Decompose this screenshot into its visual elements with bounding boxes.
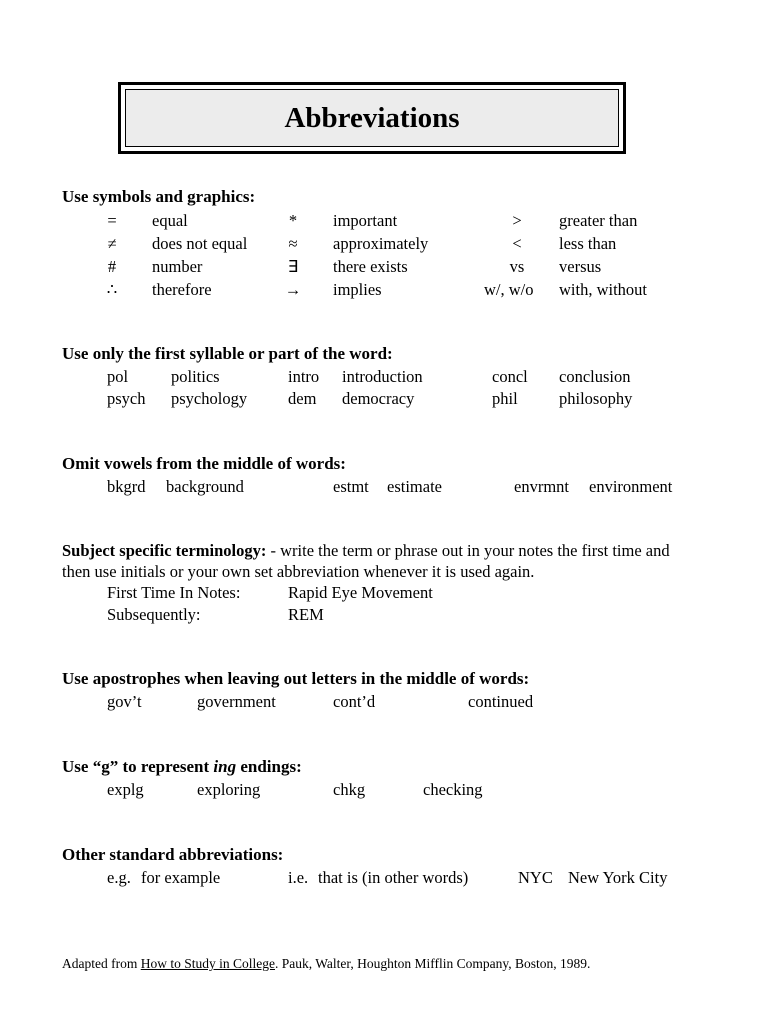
symbol-meaning: equal <box>152 211 188 230</box>
source-citation <box>62 956 590 972</box>
symbol-versus: vs <box>509 257 525 276</box>
abbreviation: e.g. <box>107 868 131 887</box>
terminology-description: - write the term or phrase out in your notes the first time and then use initials or your own set abbreviation whenever it is used again. <box>62 541 670 581</box>
full-word: conclusion <box>559 367 631 386</box>
syllable-heading: Use only the first syllable or part of the word: <box>62 344 393 363</box>
full-word: New York City <box>568 868 668 887</box>
full-word: philosophy <box>559 389 633 408</box>
full-word: environment <box>589 477 673 496</box>
symbol-meaning: number <box>152 257 203 276</box>
symbol-meaning: therefore <box>152 280 212 299</box>
full-word: government <box>197 692 276 711</box>
abbreviation: cont’d <box>333 692 376 711</box>
abbreviation: intro <box>288 367 320 386</box>
full-word: that is (in other words) <box>318 868 469 887</box>
terminology-paragraph <box>62 540 702 582</box>
ing-heading-em: ing <box>213 757 237 776</box>
citation-pre: Adapted from <box>62 956 141 971</box>
apostrophes-heading: Use apostrophes when leaving out letters in the middle of words: <box>62 669 530 688</box>
full-word: for example <box>141 868 221 887</box>
abbreviation: i.e. <box>288 868 309 887</box>
terminology-heading: Subject specific terminology: <box>62 541 267 560</box>
abbreviation: estmt <box>333 477 369 496</box>
title-box <box>118 82 626 154</box>
first-time-value: Rapid Eye Movement <box>288 583 433 602</box>
vowels-heading: Omit vowels from the middle of words: <box>62 454 346 473</box>
symbol-meaning: greater than <box>559 211 638 230</box>
full-word: continued <box>468 692 534 711</box>
abbreviation: bkgrd <box>107 477 146 496</box>
symbol-meaning: implies <box>333 280 382 299</box>
subsequently-value: REM <box>288 605 324 624</box>
full-word: background <box>166 477 244 496</box>
symbol-less: < <box>512 234 522 253</box>
full-word: psychology <box>171 389 248 408</box>
abbreviation: pol <box>107 367 129 386</box>
symbol-number: # <box>107 257 117 276</box>
page-title: Abbreviations <box>284 101 460 134</box>
full-word: politics <box>171 367 220 386</box>
symbol-asterisk: * <box>288 211 298 230</box>
citation-details: . Pauk, Walter, Houghton Mifflin Company, Boston, 1989. <box>274 956 591 971</box>
symbol-meaning: less than <box>559 234 617 253</box>
full-word: exploring <box>197 780 261 799</box>
symbol-meaning: with, without <box>559 280 648 299</box>
abbreviation: gov’t <box>107 692 142 711</box>
symbol-equal: = <box>107 211 117 230</box>
symbol-meaning: important <box>333 211 398 230</box>
ing-heading <box>62 757 302 777</box>
subsequently-label: Subsequently: <box>107 605 201 624</box>
full-word: estimate <box>387 477 442 496</box>
symbols-heading: Use symbols and graphics: <box>62 187 256 206</box>
symbol-exists: ∃ <box>287 257 299 276</box>
symbol-approx: ≈ <box>288 234 298 253</box>
other-heading: Other standard abbreviations: <box>62 845 284 864</box>
abbreviation: psych <box>107 389 146 408</box>
citation-book-title: How to Study in College <box>140 956 275 971</box>
abbreviation: dem <box>288 389 317 408</box>
symbol-meaning: versus <box>559 257 602 276</box>
title-inner <box>125 89 619 147</box>
ing-heading-post: endings: <box>236 757 302 776</box>
full-word: democracy <box>342 389 415 408</box>
symbol-greater: > <box>512 211 522 230</box>
first-time-label: First Time In Notes: <box>107 583 241 602</box>
abbreviation: phil <box>492 389 518 408</box>
symbol-implies: → <box>284 280 302 299</box>
abbreviation: chkg <box>333 780 366 799</box>
symbol-with-without: w/, w/o <box>484 280 534 299</box>
full-word: checking <box>423 780 483 799</box>
symbol-therefore: ∴ <box>106 280 118 299</box>
symbol-meaning: there exists <box>333 257 408 276</box>
symbol-meaning: does not equal <box>152 234 248 253</box>
abbreviation: explg <box>107 780 144 799</box>
symbol-not-equal: ≠ <box>107 234 117 253</box>
full-word: introduction <box>342 367 423 386</box>
abbreviation: concl <box>492 367 528 386</box>
symbol-meaning: approximately <box>333 234 429 253</box>
abbreviation: NYC <box>518 868 553 887</box>
abbreviation: envrmnt <box>514 477 569 496</box>
ing-heading-pre: Use “g” to represent <box>62 757 214 776</box>
